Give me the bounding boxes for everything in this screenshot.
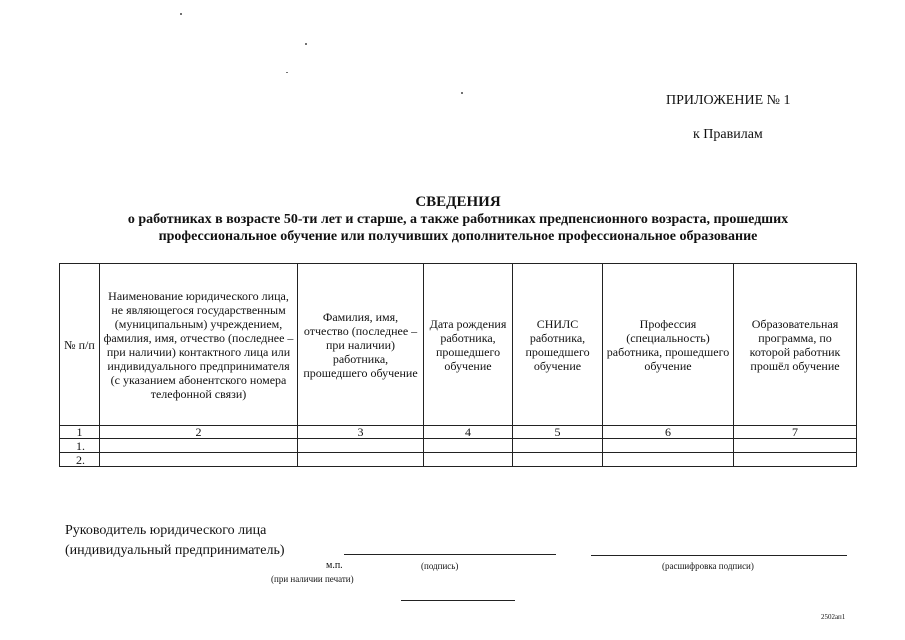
decoding-line <box>591 555 847 556</box>
column-number: 5 <box>513 426 603 439</box>
column-header: Наименование юридического лица, не являющегося государственным (муниципальным) учреждением, фамилия, имя, отчество (последнее – при наличии) контактного лица или индивидуального предпринимателя (с указанием абонентского номера телефонной связи) <box>100 264 298 426</box>
column-number: 7 <box>734 426 857 439</box>
row-index: 2. <box>60 453 100 467</box>
seal-label: м.п. <box>326 560 343 571</box>
column-number-row <box>60 426 857 439</box>
column-header: Образовательная программа, по которой работник прошёл обучение <box>734 264 857 426</box>
signer-line-2: (индивидуальный предприниматель) <box>65 543 285 558</box>
table-row <box>60 453 857 467</box>
table-header-row <box>60 264 857 426</box>
annex-title: ПРИЛОЖЕНИЕ № 1 <box>666 93 791 108</box>
data-table <box>59 263 857 467</box>
row-index: 1. <box>60 439 100 453</box>
heading-line-1: о работниках в возрасте 50-ти лет и старше, а также работниках предпенсионного возраста, прошедших <box>127 212 789 227</box>
table-cell <box>424 439 513 453</box>
scan-speck <box>286 72 288 73</box>
column-number: 4 <box>424 426 513 439</box>
column-header: СНИЛС работника, прошедшего обучение <box>513 264 603 426</box>
column-number: 1 <box>60 426 100 439</box>
column-number: 6 <box>603 426 734 439</box>
scan-speck <box>461 92 463 94</box>
column-header: Дата рождения работника, прошедшего обучение <box>424 264 513 426</box>
document-heading <box>60 194 856 245</box>
table-cell <box>424 453 513 467</box>
table-cell <box>100 453 298 467</box>
scan-speck <box>180 13 182 15</box>
signature-line <box>344 554 556 555</box>
table-cell <box>100 439 298 453</box>
footer-code: 2502ап1 <box>821 613 846 621</box>
column-header: Фамилия, имя, отчество (последнее – при наличии) работника, прошедшего обучение <box>298 264 424 426</box>
table-cell <box>298 439 424 453</box>
table-row <box>60 439 857 453</box>
annex-subtitle: к Правилам <box>693 127 763 142</box>
table-cell <box>603 453 734 467</box>
heading-line-2: профессиональное обучение или получивших дополнительное профессиональное образование <box>158 229 758 244</box>
table-cell <box>298 453 424 467</box>
table-cell <box>734 453 857 467</box>
heading-main: СВЕДЕНИЯ <box>415 194 501 210</box>
seal-note: (при наличии печати) <box>271 574 354 584</box>
signer-title <box>65 521 285 561</box>
date-line <box>401 600 515 601</box>
column-header: Профессия (специальность) работника, прошедшего обучение <box>603 264 734 426</box>
signature-caption: (подпись) <box>421 561 459 571</box>
scan-speck <box>305 43 307 45</box>
decoding-caption: (расшифровка подписи) <box>662 561 754 571</box>
table-cell <box>513 453 603 467</box>
table-cell <box>513 439 603 453</box>
column-header: № п/п <box>60 264 100 426</box>
table-cell <box>603 439 734 453</box>
signer-line-1: Руководитель юридического лица <box>65 523 267 538</box>
table-cell <box>734 439 857 453</box>
column-number: 2 <box>100 426 298 439</box>
column-number: 3 <box>298 426 424 439</box>
